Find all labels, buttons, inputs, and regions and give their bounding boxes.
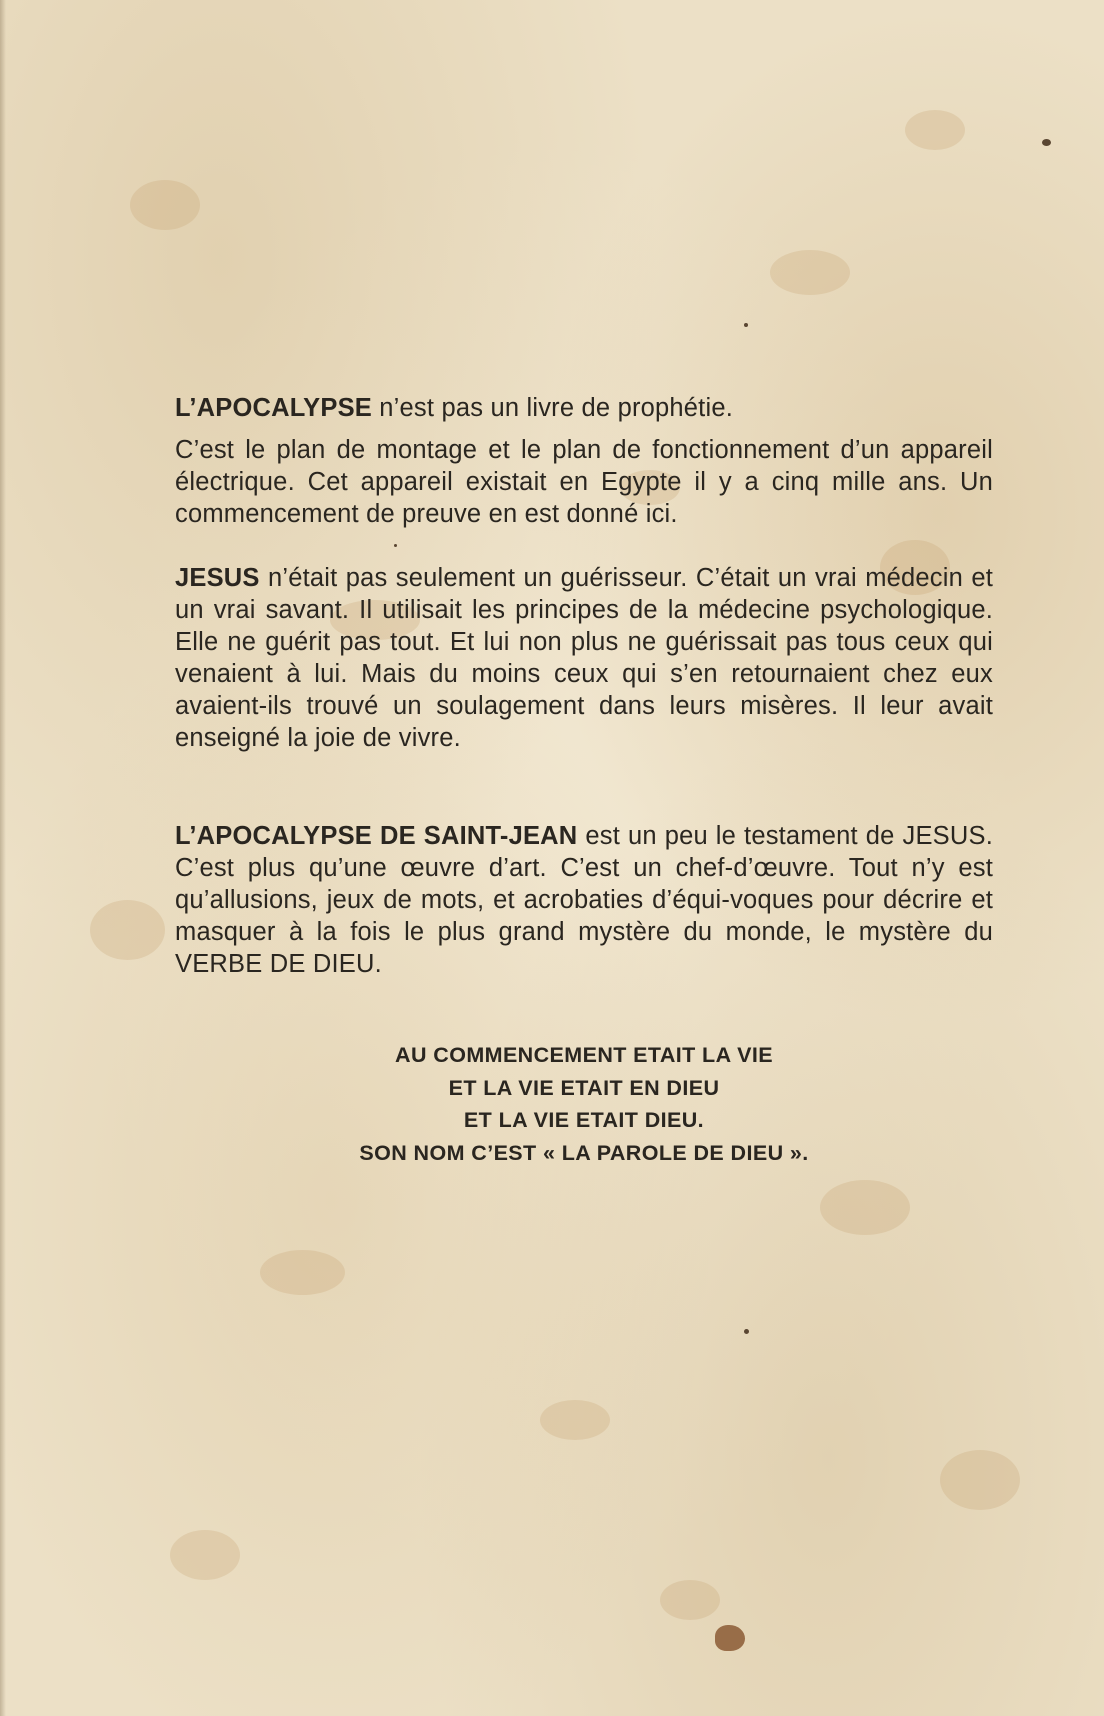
foxing-stain bbox=[170, 1530, 240, 1580]
paragraph-text: est un peu le testament de JESUS. C’est plus qu’une œuvre d’art. C’est un chef-d’œuvre. Tout n’y est qu’allusions, jeux de mots, et acrobaties d’équi-voques pour décrire et masquer à la fois le plus grand mystère du monde, le mystère du VERBE DE DIEU. bbox=[175, 822, 993, 978]
foxing-stain bbox=[260, 1250, 345, 1295]
closing-line: SON NOM C’EST « LA PAROLE DE DIEU ». bbox=[359, 1140, 809, 1165]
ink-speck bbox=[744, 1329, 749, 1334]
page-edge-shadow bbox=[0, 0, 6, 1716]
foxing-stain bbox=[660, 1580, 720, 1620]
paragraph-text: n’était pas seulement un guérisseur. C’était un vrai médecin et un vrai savant. Il utilisait les principes de la médecine psychologique. Elle ne guérit pas tout. Et lui non plus ne guérissait pas tous ceux qui venaient à lui. Mais du moins ceux qui s’en retournaient chez eux avaient-ils trouvé un soulagement dans leurs misères. Il leur avait enseigné la joie de vivre. bbox=[175, 564, 993, 752]
paragraph-text: n’est pas un livre de prophétie. bbox=[372, 394, 734, 422]
paragraph-text: C’est le plan de montage et le plan de fonctionnement d’un appareil électrique. Cet appareil existait en Egypte il y a cinq mille ans. Un commencement de preuve en est donné ici. bbox=[175, 436, 993, 528]
paragraph-4 bbox=[175, 820, 993, 980]
foxing-stain bbox=[905, 110, 965, 150]
paragraph-2 bbox=[175, 434, 993, 530]
paragraph-lead: L’APOCALYPSE bbox=[175, 394, 373, 422]
closing-line: ET LA VIE ETAIT DIEU. bbox=[463, 1108, 705, 1132]
paragraph-lead: JESUS bbox=[175, 564, 260, 592]
ink-speck bbox=[1042, 139, 1051, 146]
foxing-stain bbox=[940, 1450, 1020, 1510]
closing-line: AU COMMENCEMENT ETAIT LA VIE bbox=[395, 1043, 773, 1067]
foxing-stain bbox=[820, 1180, 910, 1235]
foxing-stain bbox=[770, 250, 850, 295]
foxing-stain bbox=[130, 180, 200, 230]
paper-damage-spot bbox=[715, 1625, 745, 1651]
closing-line: ET LA VIE ETAIT EN DIEU bbox=[448, 1075, 720, 1100]
paragraph-lead: L’APOCALYPSE DE SAINT-JEAN bbox=[175, 822, 578, 850]
ink-speck bbox=[744, 323, 748, 327]
foxing-stain bbox=[90, 900, 165, 960]
closing-verse bbox=[175, 1039, 993, 1169]
ink-speck bbox=[394, 544, 397, 547]
paragraph-1 bbox=[175, 392, 993, 424]
foxing-stain bbox=[540, 1400, 610, 1440]
paragraph-3 bbox=[175, 562, 993, 754]
